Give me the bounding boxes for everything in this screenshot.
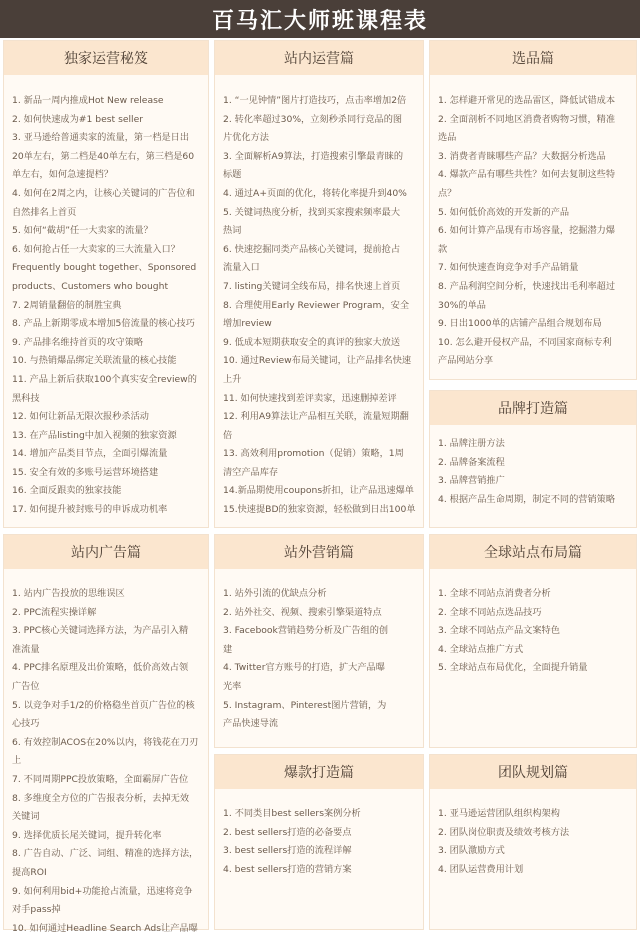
course-item: 6. 快速挖掘同类产品核心关键词，提前抢占 (223, 243, 401, 255)
course-item: 清空产品库存 (223, 466, 279, 478)
course-item: 5. 全球站点布局优化，全面提升销量 (438, 662, 588, 674)
course-item: 7. listing关键词全线布局，排名快速上首页 (223, 280, 401, 292)
course-item: 15. 安全有效的多账号运营环境搭建 (12, 466, 159, 478)
course-item: 流量入口 (223, 262, 260, 274)
course-item: 9. 选择优质长尾关键词，提升转化率 (12, 829, 162, 841)
course-item: 4. 通过A+页面的优化，将转化率提升到40% (223, 187, 407, 199)
course-item: 对手pass掉 (12, 904, 61, 916)
course-list (438, 805, 630, 879)
course-item: 心技巧 (12, 718, 40, 730)
course-item: 2. 站外社交、视频、搜索引擎渠道特点 (223, 606, 382, 618)
course-item: 1. 亚马逊运营团队组织构架构 (438, 808, 560, 819)
course-item: 8. 广告自动、广泛、词组、精准的选择方法， (12, 848, 199, 860)
course-item: 增加review (223, 318, 272, 330)
course-item: 8. 产品利润空间分析，快速找出毛利率超过 (438, 280, 616, 292)
course-item: 8. 合理使用Early Reviewer Program，安全 (223, 299, 410, 311)
panel-title: 独家运营秘笈 (4, 41, 208, 75)
panel-bestseller-building (214, 754, 424, 930)
course-item: 2. 全球不同站点选品技巧 (438, 606, 542, 618)
course-item: 13. 在产品listing中加入视频的独家资源 (12, 429, 177, 441)
course-item: 20单左右，第二档是40单左右，第三档是60 (12, 150, 195, 162)
course-item: 3. 亚马逊给普通卖家的流量，第一档是日出 (12, 132, 190, 144)
course-item: 4. 根据产品生命周期，制定不同的营销策略 (438, 493, 616, 505)
course-item: 16. 全面反跟卖的独家技能 (12, 485, 122, 497)
course-item: 3. best sellers打造的流程详解 (223, 845, 352, 857)
course-item: 9. 产品排名维持首页的攻守策略 (12, 336, 144, 348)
course-item: 1. 站内广告投放的思维误区 (12, 588, 125, 599)
course-item: 7. 2周销量翻倍的制胜宝典 (12, 299, 122, 311)
course-item: 4. PPC排名原理及出价策略，低价高效占领 (12, 662, 189, 674)
course-item: 4. Twitter官方账号的打造，扩大产品曝 (223, 662, 385, 674)
course-item: 6. 有效控制ACOS在20%以内，将钱花在刀刃上 (12, 736, 199, 767)
course-item: 产品快速导流 (223, 718, 279, 730)
course-item: 准流量 (12, 643, 40, 655)
panel-title: 选品篇 (430, 41, 636, 75)
course-list (438, 92, 630, 371)
course-item: 1. 不同类目best sellers案例分析 (223, 808, 361, 819)
panel-title: 站外营销篇 (215, 535, 423, 569)
course-item: 2. PPC流程实操详解 (12, 606, 97, 618)
course-item: 14.新品期使用coupons折扣，让产品迅速爆单 (223, 485, 414, 497)
panel-onsite-operations (214, 40, 424, 528)
panel-title: 团队规划篇 (430, 755, 636, 789)
course-item: 12. 如何让新品无限次报秒杀活动 (12, 411, 149, 423)
course-list (438, 435, 630, 509)
course-item: 30%的单品 (438, 299, 486, 311)
course-item: 4. best sellers打造的营销方案 (223, 863, 352, 875)
course-item: 2. 团队岗位职责及绩效考核方法 (438, 826, 570, 838)
course-item: 1. 新品一周内推成Hot New release (12, 95, 164, 106)
course-item: 2. 品牌备案流程 (438, 456, 505, 468)
panel-onsite-ads (3, 534, 209, 934)
title-bar (0, 0, 640, 38)
course-item: 自然排名上首页 (12, 206, 77, 218)
course-item: 1. 怎样避开常见的选品雷区，降低试错成本 (438, 95, 616, 106)
course-item: 提高ROI (12, 866, 47, 878)
course-item: 3. 团队激励方式 (438, 845, 505, 857)
course-item: 3. 全面解析A9算法，打造搜索引擎最青睐的 (223, 150, 404, 162)
course-item: 建 (223, 643, 233, 655)
course-item: products、Customers who bought (12, 280, 169, 292)
panel-offsite-marketing (214, 534, 424, 748)
course-item: 黑科技 (12, 392, 40, 404)
course-item: 6. 如何计算产品现有市场容量，挖掘潜力爆 (438, 225, 616, 237)
course-item: 9. 日出1000单的店铺产品组合规划布局 (438, 318, 602, 330)
course-item: 热词 (223, 225, 242, 237)
course-item: 选品 (438, 132, 457, 144)
course-item: 4. 爆款产品有哪些共性？如何去复制这些特 (438, 169, 616, 181)
course-list (438, 585, 630, 678)
panel-title: 爆款打造篇 (215, 755, 423, 789)
course-item: 4. 团队运营费用计划 (438, 863, 524, 875)
course-item: 7. 不同周期PPC投放策略，全面霸屏广告位 (12, 773, 189, 785)
course-item: 12. 利用A9算法让产品相互关联，流量短期翻 (223, 411, 409, 423)
course-item: 6. 如何抢占任一大卖家的三大流量入口？ (12, 243, 180, 255)
course-item: 2. 全面剖析不同地区消费者购物习惯，精准 (438, 113, 616, 125)
course-item: 3. 品牌营销推广 (438, 475, 505, 487)
course-item: 14. 增加产品类目节点，全面引爆流量 (12, 448, 168, 460)
course-item: 片优化方法 (223, 132, 269, 144)
course-item: 15.快速提BD的独家资源，轻松做到日出100单 (223, 504, 416, 516)
course-list (223, 585, 417, 734)
course-item: 9. 低成本短期获取安全的真评的独家大放送 (223, 336, 401, 348)
course-item: 上升 (223, 373, 242, 385)
course-item: 10. 怎么避开侵权产品，不同国家商标专利 (438, 336, 612, 348)
course-item: 倍 (223, 429, 233, 441)
course-item: 13. 高效利用promotion（促销）策略，1周 (223, 448, 404, 460)
course-item: 3. PPC核心关键词选择方法，为产品引入精 (12, 625, 189, 637)
course-item: 1. 全球不同站点消费者分析 (438, 588, 551, 599)
course-item: 4. 如何在2周之内，让核心关键词的广告位和 (12, 187, 195, 199)
course-item: 10. 通过Review布局关键词，让产品排名快速 (223, 355, 412, 367)
course-item: 11. 如何快速找到差评卖家，迅速删掉差评 (223, 392, 397, 404)
course-item: 7. 如何快速查询竞争对手产品销量 (438, 262, 579, 274)
panel-title: 品牌打造篇 (430, 391, 636, 425)
course-list (12, 92, 202, 520)
panel-team-planning (429, 754, 637, 930)
course-list (12, 585, 202, 938)
course-item: 标题 (223, 169, 242, 181)
course-item: 3. 全球不同站点产品文案特色 (438, 625, 560, 637)
course-item: 广告位 (12, 680, 40, 692)
course-item: 1. 品牌注册方法 (438, 438, 505, 449)
course-item: 1. “一见钟情”图片打造技巧，点击率增加2倍 (223, 95, 407, 106)
panel-global-sites (429, 534, 637, 748)
course-item: 5. 如何“截胡”任一大卖家的流量？ (12, 225, 153, 237)
panel-brand-building (429, 390, 637, 528)
course-item: 10. 与热销爆品绑定关联流量的核心技能 (12, 355, 177, 367)
course-item: 8. 产品上新期零成本增加5倍流量的核心技巧 (12, 318, 195, 330)
course-item: 5. 以竞争对手1/2的价格稳坐首页广告位的核 (12, 699, 195, 711)
panel-title: 站内运营篇 (215, 41, 423, 75)
course-item: 8. 多维度全方位的广告报表分析，去掉无效 (12, 792, 190, 804)
course-item: 2. 转化率超过30%，立刻秒杀同行竞品的图 (223, 113, 403, 125)
course-item: 2. 如何快速成为#1 best seller (12, 113, 144, 125)
course-item: 2. best sellers打造的必备要点 (223, 826, 352, 838)
course-item: 11. 产品上新后获取100个真实安全review的 (12, 373, 197, 385)
page-title: 百马汇大师班课程表 (211, 8, 428, 34)
course-item: 1. 站外引流的优缺点分析 (223, 588, 327, 599)
course-item: 点？ (438, 187, 457, 199)
panel-product-selection (429, 40, 637, 380)
course-list (223, 92, 417, 520)
course-item: 关键词 (12, 811, 40, 823)
panel-title: 全球站点布局篇 (430, 535, 636, 569)
course-item: 产品网站分享 (438, 355, 494, 367)
course-item: 款 (438, 243, 448, 255)
course-item: 10. 如何通过Headline Search Ads让产品曝 (12, 922, 198, 934)
course-item: 5. Instagram、Pinterest图片营销，为 (223, 699, 387, 711)
panel-title: 站内广告篇 (4, 535, 208, 569)
course-item: 9. 如何利用bid+功能抢占流量，迅速将竞争 (12, 885, 193, 897)
course-item: 3. Facebook营销趋势分析及广告组的创 (223, 625, 389, 637)
course-item: 5. 如何低价高效的开发新的产品 (438, 206, 570, 218)
panel-exclusive-operations (3, 40, 209, 528)
course-list (223, 805, 417, 879)
course-item: 光率 (223, 680, 242, 692)
course-item: 单左右，如何急速提档？ (12, 169, 114, 181)
course-item: 5. 关键词热度分析，找到买家搜索频率最大 (223, 206, 401, 218)
course-item: 3. 消费者青睐哪些产品？大数据分析选品 (438, 150, 606, 162)
course-item: 17. 如何提升被封账号的申诉成功机率 (12, 504, 168, 516)
course-item: Frequently bought together、Sponsored (12, 262, 197, 274)
course-item: 4. 全球站点推广方式 (438, 643, 524, 655)
